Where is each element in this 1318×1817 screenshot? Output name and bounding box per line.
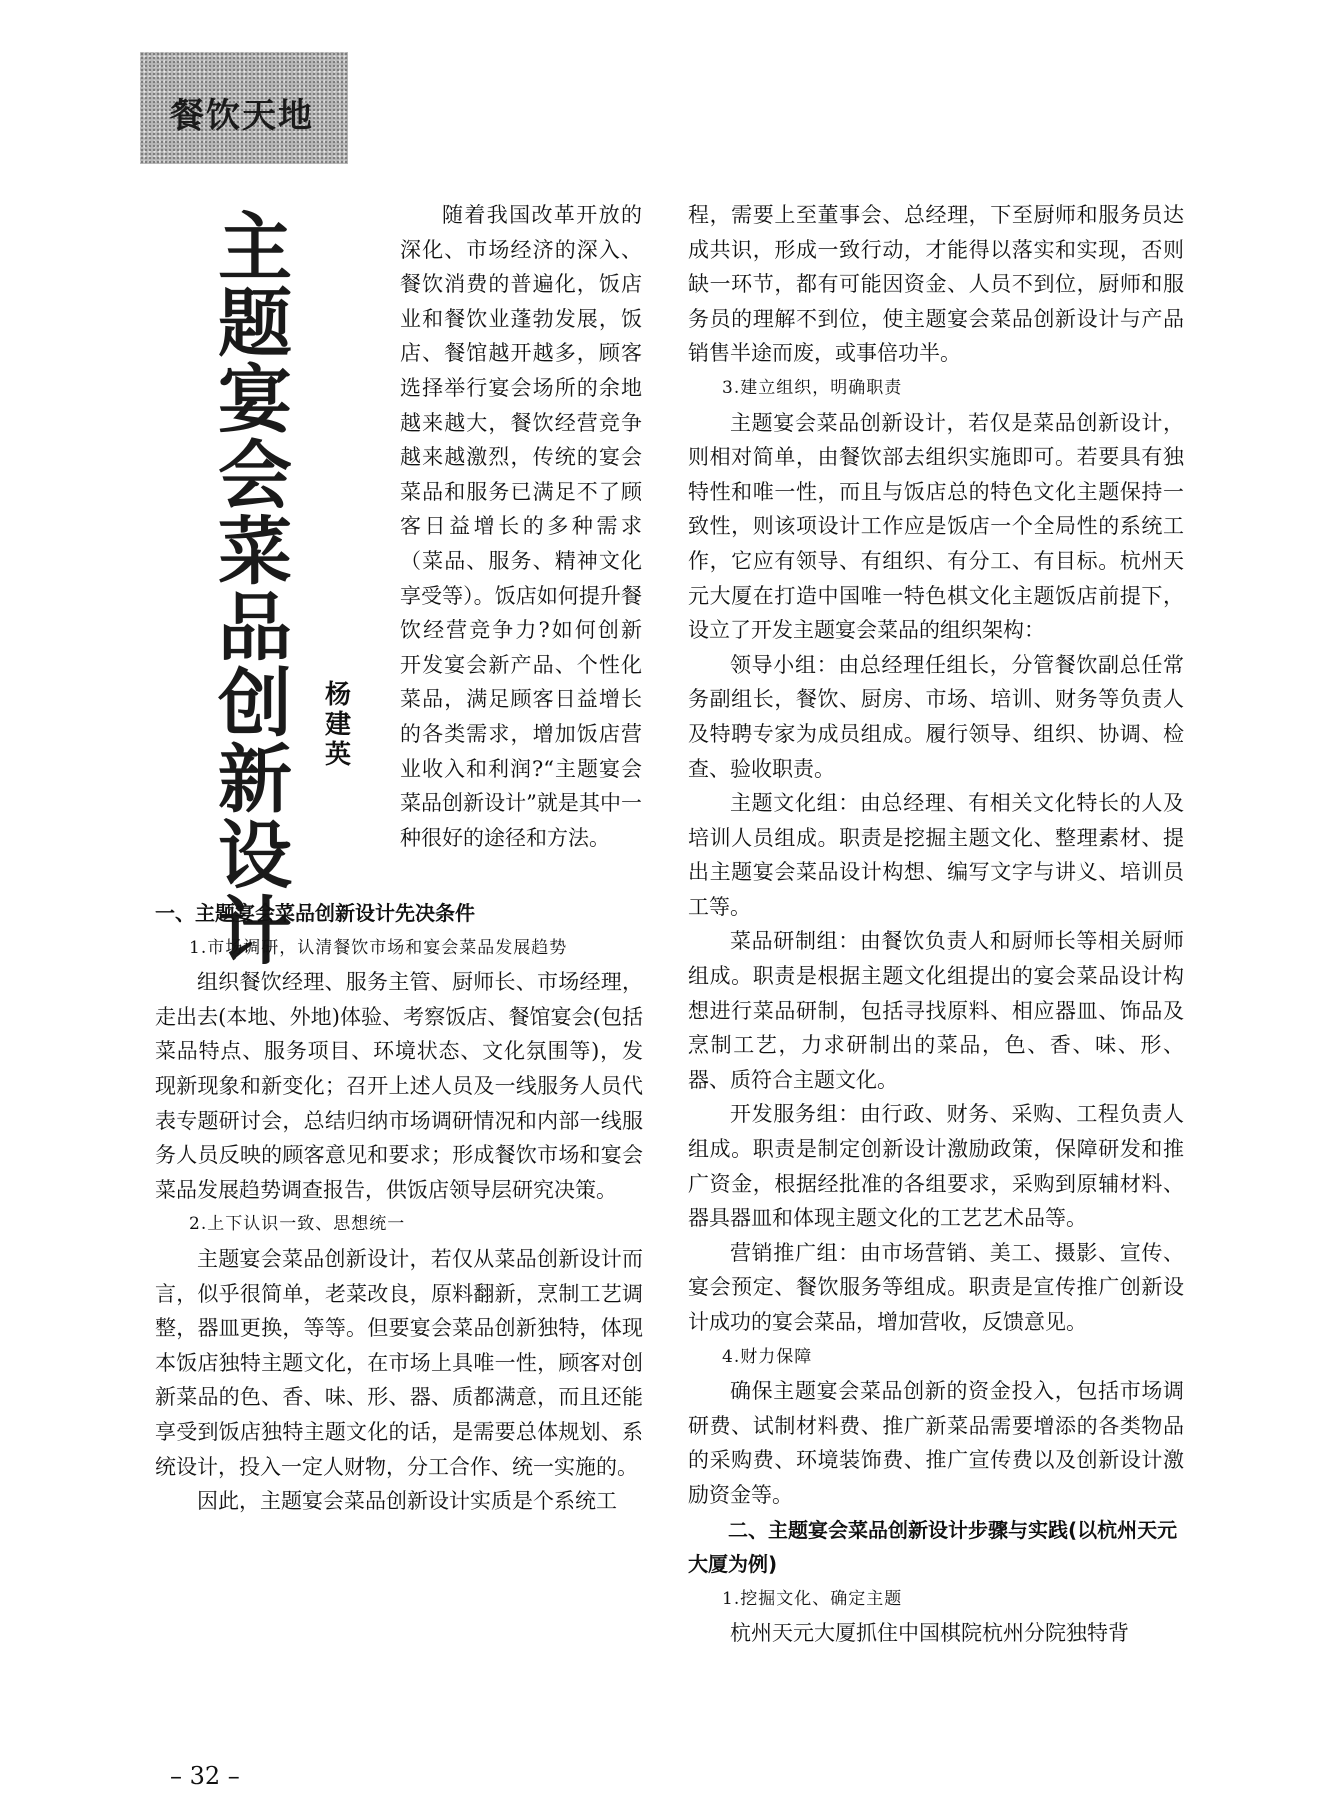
title-char: 计 [218, 889, 292, 975]
subsection-heading: 3.建立组织，明确职责 [722, 377, 903, 398]
title-char: 题 [218, 281, 292, 367]
article-title [210, 205, 300, 975]
body-paragraph: 确保主题宴会菜品创新的资金投入，包括市场调研费、试制材料费、推广新菜品需要增添的各类物品的采购费、环境装饰费、推广宣传费以及创新设计激励资金等。 [688, 1379, 1184, 1507]
author-char: 建 [324, 710, 351, 740]
title-char: 新 [218, 737, 292, 823]
title-char: 菜 [218, 509, 292, 595]
title-char: 创 [218, 661, 292, 747]
subsection-heading: 4.财力保障 [722, 1346, 813, 1367]
body-paragraph: 开发服务组：由行政、财务、采购、工程负责人组成。职责是制定创新设计激励政策，保障研发和推广资金，根据经批准的各组要求，采购到原辅材料、器具器皿和体现主题文化的工艺艺术品等。 [688, 1102, 1184, 1231]
body-paragraph: 杭州天元大厦抓住中国棋院杭州分院独特背 [730, 1621, 1129, 1646]
page-number: – 32 – [170, 1762, 240, 1790]
title-char: 宴 [218, 357, 292, 443]
title-char: 品 [218, 585, 292, 671]
author-name [322, 680, 354, 770]
subsection-heading: 2.上下认识一致、思想统一 [189, 1214, 406, 1235]
intro-paragraph: 随着我国改革开放的深化、市场经济的深入、餐饮消费的普遍化，饭店业和餐饮业蓬勃发展，饭店、餐馆越开越多，顾客选择举行宴会场所的余地越来越大，餐饮经营竞争越来越激烈，传统的宴会菜品和服务已满足不了顾客日益增长的多种需求（菜品、服务、精神文化享受等）。饭店如何提升餐饮经营竞争力?如何创新开发宴会新产品、个性化菜品，满足顾客日益增长的各类需求，增加饭店营业收入和利润?“主题宴会菜品创新设计”就是其中一种很好的途径和方法。 [400, 203, 642, 850]
section-heading: 二、主题宴会菜品创新设计步骤与实践(以杭州天元大厦为例) [688, 1517, 1178, 1577]
section-heading: 一、主题宴会菜品创新设计先决条件 [155, 901, 475, 925]
body-paragraph: 菜品研制组：由餐饮负责人和厨师长等相关厨师组成。职责是根据主题文化组提出的宴会菜品设计构想进行菜品研制，包括寻找原料、相应器皿、饰品及烹制工艺，力求研制出的菜品，色、香、味、形、器、质符合主题文化。 [688, 929, 1184, 1092]
author-char: 杨 [324, 680, 351, 710]
right-column [688, 198, 1184, 1651]
title-char: 主 [218, 205, 292, 291]
body-paragraph: 组织餐饮经理、服务主管、厨师长、市场经理，走出去(本地、外地)体验、考察饭店、餐馆宴会(包括菜品特点、服务项目、环境状态、文化氛围等)，发现新现象和新变化；召开上述人员及一线服务人员代表专题研讨会，总结归纳市场调研情况和内部一线服务人员反映的顾客意见和要求；形成餐饮市场和宴会菜品发展趋势调查报告，供饭店领导层研究决策。 [155, 970, 643, 1202]
intro-column [400, 198, 642, 855]
title-char: 设 [218, 813, 292, 899]
body-paragraph: 主题文化组：由总经理、有相关文化特长的人及培训人员组成。职责是挖掘主题文化、整理素材、提出主题宴会菜品设计构想、编写文字与讲义、培训员工等。 [688, 791, 1184, 919]
body-paragraph: 程，需要上至董事会、总经理，下至厨师和服务员达成共识，形成一致行动，才能得以落实和实现，否则缺一环节，都有可能因资金、人员不到位，厨师和服务员的理解不到位，使主题宴会菜品创新设计与产品销售半途而废，或事倍功半。 [688, 203, 1184, 366]
author-char: 英 [324, 740, 351, 770]
title-char: 会 [218, 433, 292, 519]
section-banner [140, 52, 348, 164]
subsection-heading: 1.挖掘文化、确定主题 [722, 1588, 903, 1609]
body-paragraph: 主题宴会菜品创新设计，若仅从菜品创新设计而言，似乎很简单，老菜改良，原料翻新，烹制工艺调整，器皿更换，等等。但要宴会菜品创新独特，体现本饭店独特主题文化，在市场上具唯一性，顾客对创新菜品的色、香、味、形、器、质都满意，而且还能享受到饭店独特主题文化的话，是需要总体规划、系统设计，投入一定人财物，分工合作、统一实施的。 [155, 1246, 643, 1479]
section-title: 餐饮天地 [170, 96, 314, 136]
subsection-heading: 1.市场调研，认清餐饮市场和宴会菜品发展趋势 [189, 937, 568, 958]
left-column [155, 901, 643, 1519]
body-paragraph: 营销推广组：由市场营销、美工、摄影、宣传、宴会预定、餐饮服务等组成。职责是宣传推广创新设计成功的宴会菜品，增加营收，反馈意见。 [688, 1240, 1184, 1334]
body-paragraph: 主题宴会菜品创新设计，若仅是菜品创新设计，则相对简单，由餐饮部去组织实施即可。若要具有独特性和唯一性，而且与饭店总的特色文化主题保持一致性，则该项设计工作应是饭店一个全局性的系统工作，它应有领导、有组织、有分工、有目标。杭州天元大厦在打造中国唯一特色棋文化主题饭店前提下，设立了开发主题宴会菜品的组织架构： [688, 410, 1184, 643]
body-paragraph: 因此，主题宴会菜品创新设计实质是个系统工 [197, 1489, 617, 1514]
body-paragraph: 领导小组：由总经理任组长，分管餐饮副总任常务副组长，餐饮、厨房、市场、培训、财务等负责人及特聘专家为成员组成。履行领导、组织、协调、检查、验收职责。 [688, 652, 1184, 781]
